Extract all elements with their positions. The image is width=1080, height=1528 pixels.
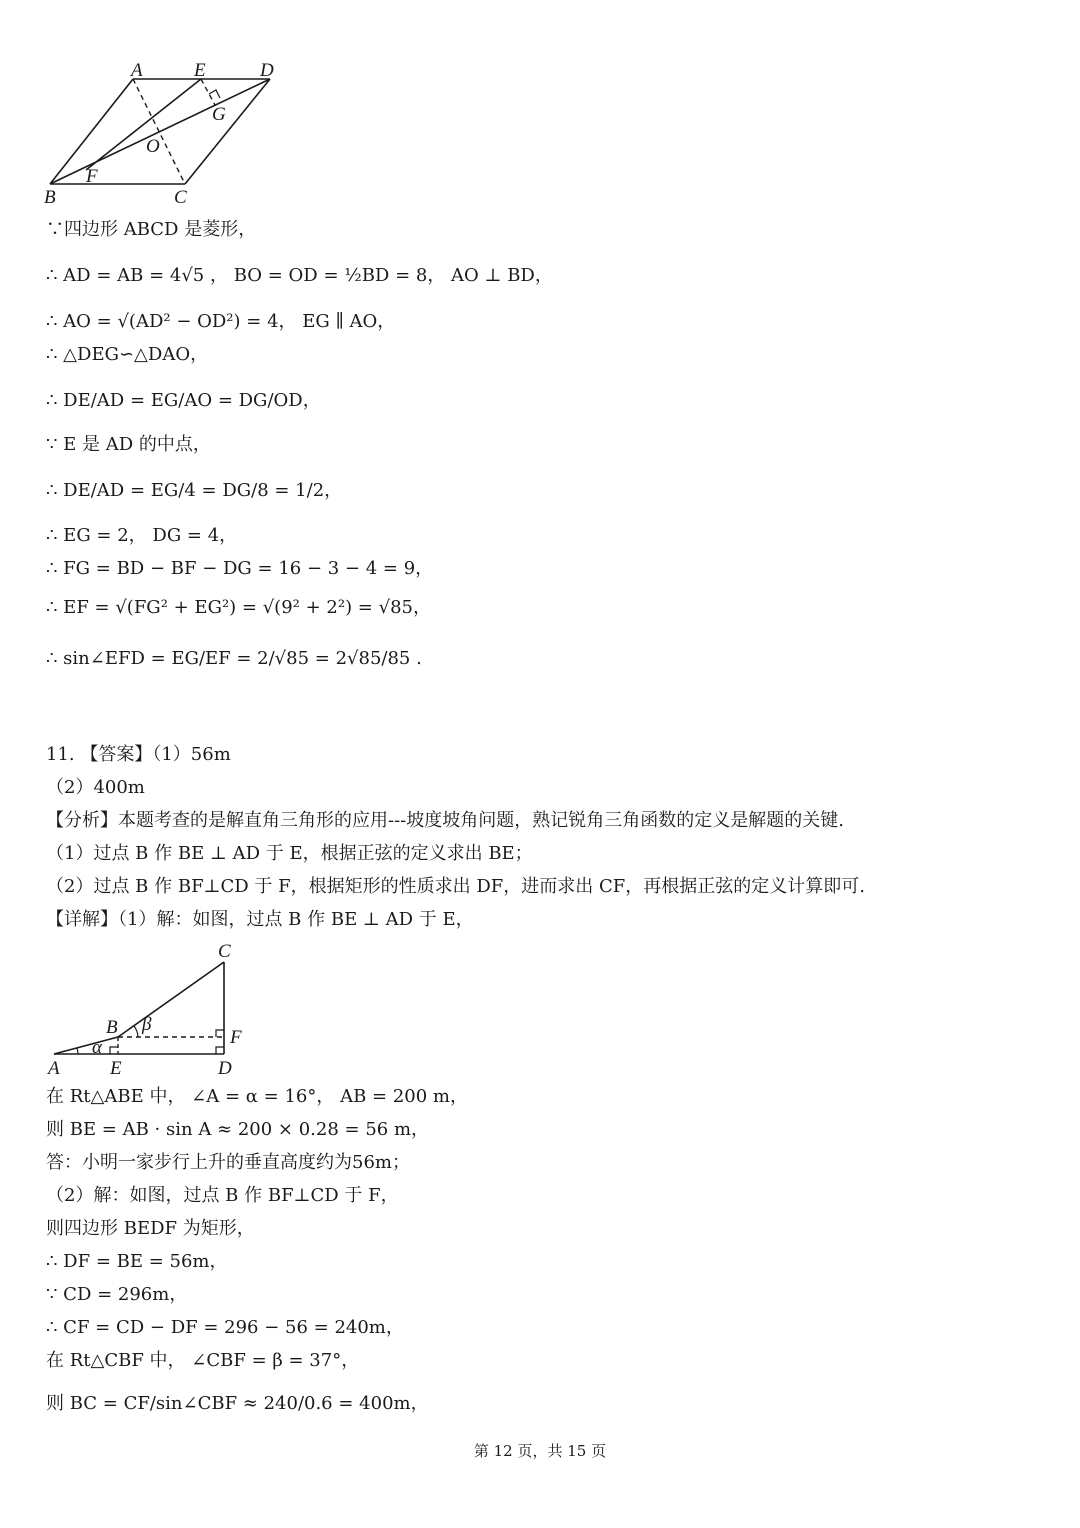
solution10-line-11: ∴ sin∠EFD = EG/EF = 2/√85 = 2√85/85 . (46, 648, 422, 669)
solution10-line-7: ∴ DE/AD = EG/4 = DG/8 = 1/2， (46, 480, 343, 501)
label-A: A (131, 60, 143, 81)
answer-part2: （2）400m (46, 777, 145, 798)
solution10-line-10: ∴ EF = √(FG² + EG²) = √(9² + 2²) = √85， (46, 597, 431, 618)
solution10-line-6: ∵ E 是 AD 的中点， (46, 434, 211, 455)
solution11-line-7: ∵ CD = 296m， (46, 1284, 188, 1305)
analysis-text: 【分析】本题考查的是解直角三角形的应用---坡度坡角问题，熟记锐角三角函数的定义是解题的关键. (46, 810, 844, 831)
solution11-line-3: 答：小明一家步行上升的垂直高度约为56m； (46, 1152, 410, 1173)
label-E: E (110, 1058, 122, 1079)
solution10-line-2: ∴ AD = AB = 4√5 ， BO = OD = ½BD = 8， AO ⊥ BD， (46, 265, 553, 286)
label-O: O (146, 136, 160, 157)
slope-figure (0, 935, 300, 1085)
analysis-step1: （1）过点 B 作 BE ⊥ AD 于 E，根据正弦的定义求出 BE； (46, 843, 533, 864)
label-B: B (44, 187, 56, 208)
solution10-line-1: ∵四边形 ABCD 是菱形， (46, 219, 257, 240)
answer-heading: 11. 【答案】（1）56m (46, 744, 231, 765)
detail-heading: 【详解】（1）解：如图，过点 B 作 BE ⊥ AD 于 E， (46, 909, 474, 930)
label-A: A (48, 1058, 60, 1079)
label-G: G (212, 104, 226, 125)
solution11-line-9: 在 Rt△CBF 中， ∠CBF = β = 37°， (46, 1350, 360, 1371)
solution10-line-8: ∴ EG = 2， DG = 4， (46, 525, 238, 546)
label-C: C (174, 187, 187, 208)
label-C: C (218, 941, 231, 962)
solution11-line-1: 在 Rt△ABE 中， ∠A = α = 16°， AB = 200 m， (46, 1086, 468, 1107)
solution10-line-5: ∴ DE/AD = EG/AO = DG/OD， (46, 390, 321, 411)
label-F: F (86, 166, 98, 187)
solution11-line-8: ∴ CF = CD − DF = 296 − 56 = 240m， (46, 1317, 404, 1338)
solution10-line-9: ∴ FG = BD − BF − DG = 16 − 3 − 4 = 9， (46, 558, 434, 579)
solution11-line-2: 则 BE = AB · sin A ≈ 200 × 0.28 = 56 m， (46, 1119, 430, 1140)
solution10-line-3: ∴ AO = √(AD² − OD²) = 4， EG ∥ AO， (46, 311, 396, 332)
solution11-line-5: 则四边形 BEDF 为矩形， (46, 1218, 255, 1239)
label-F: F (230, 1027, 242, 1048)
solution11-line-4: （2）解：如图，过点 B 作 BF⊥CD 于 F， (46, 1185, 399, 1206)
label-E: E (194, 60, 206, 81)
solution10-line-4: ∴ △DEG∽△DAO， (46, 344, 209, 365)
solution11-line-6: ∴ DF = BE = 56m， (46, 1251, 228, 1272)
label-alpha: α (92, 1037, 102, 1058)
analysis-step2: （2）过点 B 作 BF⊥CD 于 F，根据矩形的性质求出 DF，进而求出 CF，再根据正弦的定义计算即可. (46, 876, 865, 897)
label-D: D (218, 1058, 232, 1079)
label-beta: β (142, 1014, 152, 1035)
label-D: D (260, 60, 274, 81)
label-B: B (106, 1017, 118, 1038)
page-footer: 第 12 页，共 15 页 (473, 1442, 607, 1460)
rhombus-figure (0, 0, 320, 215)
solution11-line-10: 则 BC = CF/sin∠CBF ≈ 240/0.6 = 400m， (46, 1393, 429, 1414)
